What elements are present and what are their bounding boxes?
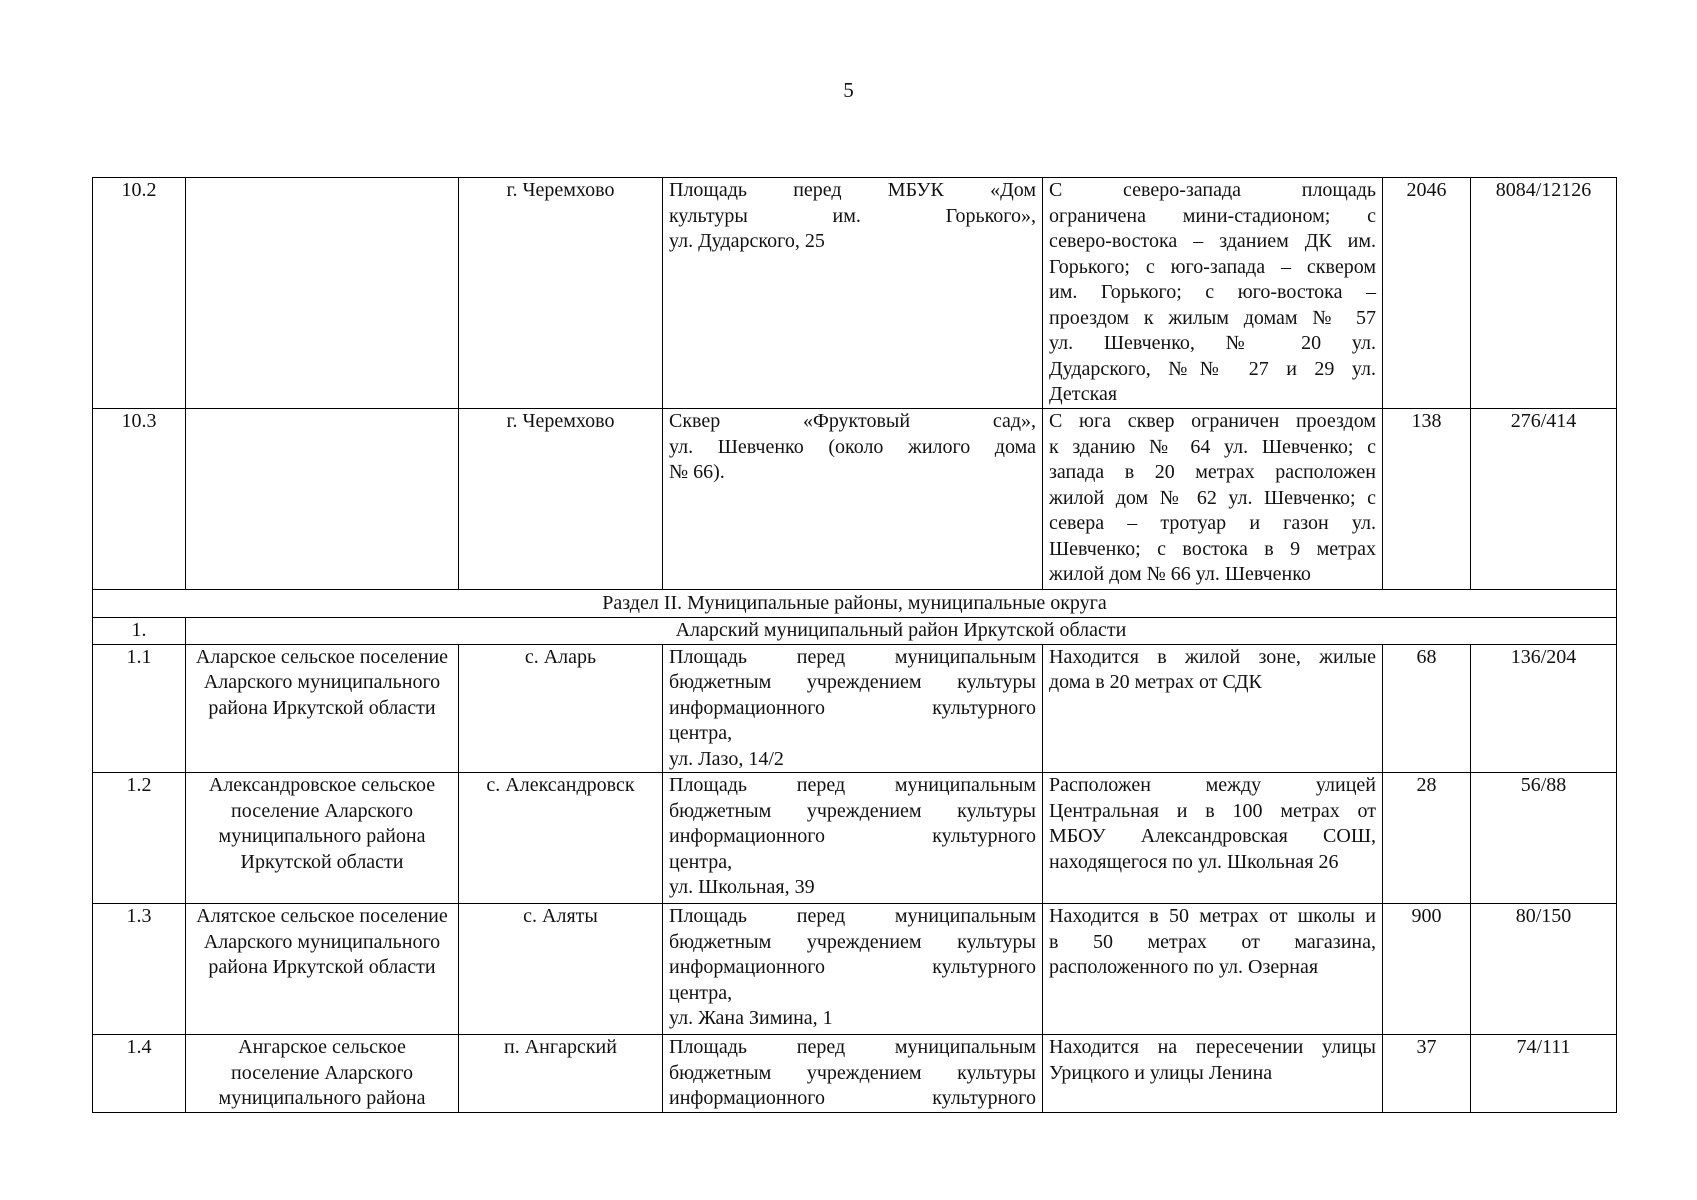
borders-line: Центральная и в 100 метрах от bbox=[1049, 799, 1376, 822]
row-number: 1.1 bbox=[93, 644, 186, 773]
place-line: ул. Жана Зимина, 1 bbox=[669, 1007, 833, 1029]
area-cell: 900 bbox=[1383, 904, 1471, 1035]
place-line: информационного культурного bbox=[669, 696, 1036, 719]
district-row bbox=[93, 618, 1617, 645]
place-line: Площадь перед муниципальным bbox=[669, 774, 1036, 796]
borders-line: в 50 метрах от магазина, bbox=[1049, 930, 1376, 953]
capacity-cell: 56/88 bbox=[1471, 773, 1617, 904]
borders-line: Шевченко; с востока в 9 метрах bbox=[1049, 537, 1376, 560]
section-row bbox=[93, 590, 1617, 618]
place-line: информационного культурного bbox=[669, 825, 1036, 847]
borders-line: С юга сквер ограничен проездом bbox=[1049, 410, 1376, 432]
table-row bbox=[93, 773, 1617, 904]
borders-cell bbox=[1043, 1035, 1383, 1113]
area-cell: 2046 bbox=[1383, 178, 1471, 409]
borders-line: жилой дом № 62 ул. Шевченко; с bbox=[1049, 486, 1376, 509]
page-number: 5 bbox=[843, 78, 854, 102]
place-line: ул. Лазо, 14/2 bbox=[669, 747, 784, 770]
borders-line: находящегося по ул. Школьная 26 bbox=[1049, 850, 1339, 873]
place-line: ул. Шевченко (около жилого дома bbox=[669, 435, 1036, 458]
borders-cell bbox=[1043, 409, 1383, 590]
borders-line: Находится в 50 метрах от школы и bbox=[1049, 905, 1376, 927]
settlement-cell: Ангарское сельское поселение Аларского муниципального района bbox=[186, 1035, 459, 1113]
place-cell bbox=[663, 409, 1043, 590]
borders-cell bbox=[1043, 178, 1383, 409]
section-title: Раздел II. Муниципальные районы, муниципальные округа bbox=[93, 590, 1617, 618]
place-line: Площадь перед муниципальным bbox=[669, 905, 1036, 927]
area-cell: 37 bbox=[1383, 1035, 1471, 1113]
locality-cell: г. Черемхово bbox=[459, 409, 663, 590]
table-row bbox=[93, 904, 1617, 1035]
place-line: Сквер «Фруктовый сад», bbox=[669, 410, 1036, 432]
place-cell bbox=[663, 773, 1043, 904]
borders-line: расположенного по ул. Озерная bbox=[1049, 956, 1319, 978]
place-line: центра, bbox=[669, 722, 733, 744]
place-line: культуры им. Горького», bbox=[669, 204, 1036, 227]
borders-line: С северо-запада площадь bbox=[1049, 179, 1376, 201]
borders-line: ограничена мини-стадионом; с bbox=[1049, 204, 1376, 227]
borders-line: ул. Шевченко, № 20 ул. bbox=[1049, 332, 1376, 354]
place-cell bbox=[663, 1035, 1043, 1113]
locality-cell: с. Александровск bbox=[459, 773, 663, 904]
place-cell bbox=[663, 178, 1043, 409]
place-line: бюджетным учреждением культуры bbox=[669, 799, 1036, 822]
place-line: бюджетным учреждением культуры bbox=[669, 1061, 1036, 1084]
place-line: центра, bbox=[669, 981, 733, 1004]
locality-cell: с. Аляты bbox=[459, 904, 663, 1035]
borders-line: проездом к жилым домам № 57 bbox=[1049, 306, 1376, 329]
borders-line: Дударского, №№ 27 и 29 ул. bbox=[1049, 357, 1376, 380]
place-line: информационного культурного bbox=[669, 956, 1036, 978]
area-cell: 138 bbox=[1383, 409, 1471, 590]
row-number: 10.2 bbox=[93, 178, 186, 409]
borders-line: Расположен между улицей bbox=[1049, 774, 1376, 796]
borders-line: северо-востока – зданием ДК им. bbox=[1049, 230, 1376, 252]
borders-cell bbox=[1043, 904, 1383, 1035]
borders-cell bbox=[1043, 644, 1383, 773]
borders-cell bbox=[1043, 773, 1383, 904]
place-line: Площадь перед муниципальным bbox=[669, 645, 1036, 668]
capacity-cell: 80/150 bbox=[1471, 904, 1617, 1035]
row-number: 1.2 bbox=[93, 773, 186, 904]
settlement-cell: Александровское сельское поселение Аларского муниципального района Иркутской области bbox=[186, 773, 459, 904]
capacity-cell: 74/111 bbox=[1471, 1035, 1617, 1113]
borders-line: Горького; с юго-запада – сквером bbox=[1049, 255, 1376, 278]
table-row bbox=[93, 644, 1617, 773]
place-cell bbox=[663, 644, 1043, 773]
place-line: информационного культурного bbox=[669, 1087, 1036, 1109]
area-cell: 68 bbox=[1383, 644, 1471, 773]
place-line: ул. Дударского, 25 bbox=[669, 230, 825, 252]
borders-line: севера – тротуар и газон ул. bbox=[1049, 512, 1376, 534]
place-line: № 66). bbox=[669, 461, 725, 483]
row-number: 10.3 bbox=[93, 409, 186, 590]
registry-table bbox=[92, 177, 1617, 1113]
place-line: Площадь перед муниципальным bbox=[669, 1036, 1036, 1058]
locality-cell: с. Аларь bbox=[459, 644, 663, 773]
place-cell bbox=[663, 904, 1043, 1035]
borders-line: им. Горького; с юго-востока – bbox=[1049, 281, 1376, 303]
place-line: ул. Школьная, 39 bbox=[669, 876, 815, 898]
place-line: центра, bbox=[669, 850, 733, 873]
settlement-cell: Алятское сельское поселение Аларского муниципального района Иркутской области bbox=[186, 904, 459, 1035]
borders-line: МБОУ Александровская СОШ, bbox=[1049, 825, 1376, 847]
row-number: 1.3 bbox=[93, 904, 186, 1035]
place-line: Площадь перед МБУК «Дом bbox=[669, 179, 1036, 201]
locality-cell: п. Ангарский bbox=[459, 1035, 663, 1113]
table-row bbox=[93, 409, 1617, 590]
borders-line: Находится на пересечении улицы bbox=[1049, 1036, 1376, 1058]
place-line: бюджетным учреждением культуры bbox=[669, 671, 1036, 693]
borders-line: Детская bbox=[1049, 383, 1118, 405]
place-line: бюджетным учреждением культуры bbox=[669, 930, 1036, 953]
locality-cell: г. Черемхово bbox=[459, 178, 663, 409]
borders-line: к зданию № 64 ул. Шевченко; с bbox=[1049, 435, 1376, 458]
borders-line: Урицкого и улицы Ленина bbox=[1049, 1061, 1273, 1084]
settlement-cell bbox=[186, 178, 459, 409]
borders-line: жилой дом № 66 ул. Шевченко bbox=[1049, 563, 1311, 585]
borders-line: запада в 20 метрах расположен bbox=[1049, 461, 1376, 483]
table-row bbox=[93, 1035, 1617, 1113]
capacity-cell: 8084/12126 bbox=[1471, 178, 1617, 409]
row-number: 1.4 bbox=[93, 1035, 186, 1113]
borders-line: Находится в жилой зоне, жилые bbox=[1049, 645, 1376, 668]
district-number: 1. bbox=[93, 618, 186, 645]
borders-line: дома в 20 метрах от СДК bbox=[1049, 671, 1262, 693]
settlement-cell: Аларское сельское поселение Аларского муниципального района Иркутской области bbox=[186, 644, 459, 773]
area-cell: 28 bbox=[1383, 773, 1471, 904]
settlement-cell bbox=[186, 409, 459, 590]
capacity-cell: 276/414 bbox=[1471, 409, 1617, 590]
capacity-cell: 136/204 bbox=[1471, 644, 1617, 773]
district-name: Аларский муниципальный район Иркутской области bbox=[186, 618, 1617, 645]
table-row bbox=[93, 178, 1617, 409]
